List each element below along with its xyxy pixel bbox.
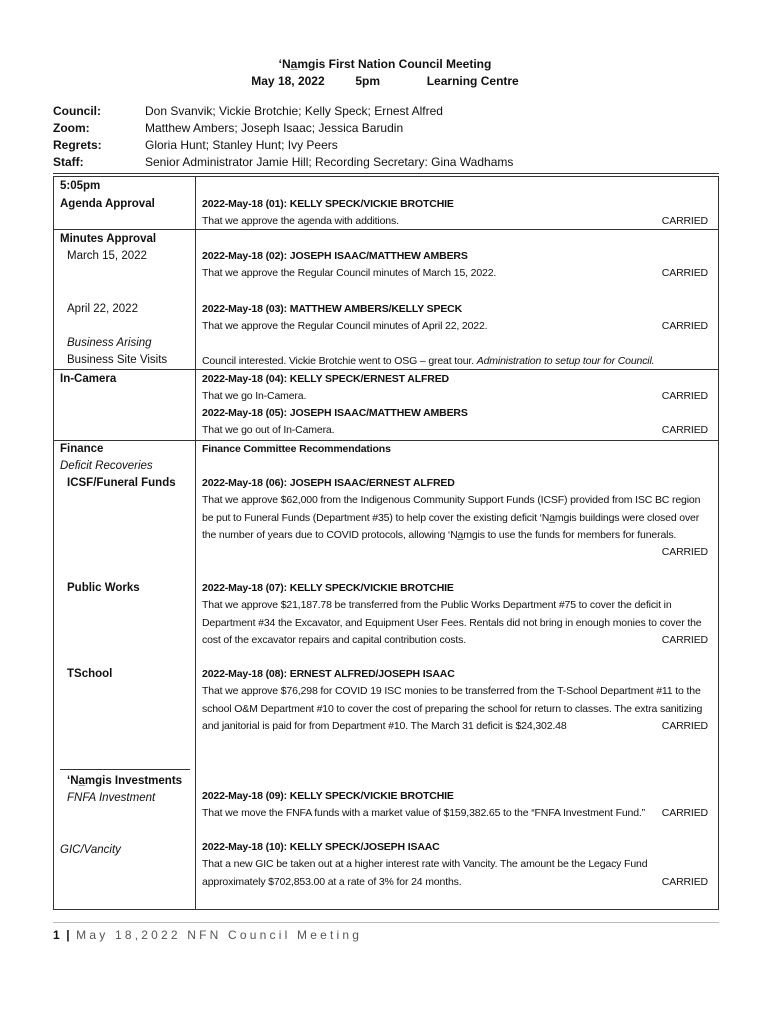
footer-text: May 18,2022 NFN Council Meeting <box>76 928 363 942</box>
motion-status: CARRIED <box>661 267 708 280</box>
motion-status: CARRIED <box>661 719 708 732</box>
deficit-label: Deficit Recoveries <box>60 460 153 472</box>
april-minutes-label: April 22, 2022 <box>67 303 138 315</box>
document-page: ‘Na̲mgis First Nation Council Meeting May 18, 2022 5pm Learning Centre Council: Don Svanvik; Vickie Brotchie; Kelly Speck; Ernest Alfred Zoom: Matthew Ambers; Joseph Isaac; Jessica Barudin Regrets: Gloria Hunt; Stanley Hunt; Ivy Peers Staff: Senior Administrator Jamie Hill; Recording Secretary: Gina Wadhams 5:05pm Agenda Approval Minutes Approval March 15, 2022 April 22, 2022 Business Arising Business Site Visits In-Camera Finance Deficit Recoveries ICSF/Funeral Funds Public Works TSchool ‘Na̲mgis Investments FNFA Investment GIC/Vancity 2022-May-18 (01): KELLY SPECK/VICKIE BROTCHIE That we approve the agenda with additions. CARRIED 2022-May-18 (02): JOSEPH ISAAC/MATTHEW AMBERS That we approve the Regular Council minutes of March 15, 2022. CARRIED 2022-May-18 (03): MATTHEW AMBERS/KELLY SPECK That we approve the Regular Council minutes of April 22, 2022. CARRIED Council interested. Vickie Brotchie went to OSG – great tour. Administration to setup tour for Council. 2022-May-18 (04): KELLY SPECK/ERNEST ALFRED That we go In-Camera. CARRIED 2022-May-18 (05): JOSEPH ISAAC/MATTHEW AMBERS That we go out of In-Camera. CARRIED Finance Committee Recommendations 2022-May-18 (06): JOSEPH ISAAC/ERNEST ALFRED That we approve $62,000 from the Indigenous Community Support Funds (ICSF) provided from ISC BC region be put to Funeral Funds (Department #35) to help cover the existing deficit ‘Na̲mgis buildings were closed over the number of years due to COVID protocols, allowing ‘Na̲mgis to use the funds for members for funerals. CARRIED 2022-May-18 (07): KELLY SPECK/VICKIE BROTCHIE That we approve $21,187.78 be transferred from the Public Works Department #75 to cover the deficit in Department #34 the Excavator, and Equipment User Fees. Rentals did not bring in enough monies to cover the cost of the excavator repairs and capital contribution costs. CARRIED 2022-May-18 (08): ERNEST ALFRED/JOSEPH ISAAC That we approve $76,298 for COVID 19 ISC monies to be transferred from the T-School Department #11 to the school O&M Department #10 to cover the cost of preparing the school for return to classes. The extra sanitizing and janitorial is paid for from Department #10. The March 31 deficit is $24,302.48 CARRIED 2022-May-18 (09): KELLY SPECK/VICKIE BROTCHIE That we move the FNFA funds with a market value of $159,382.65 to the “FNFA Investment Fund.” CARRIED 2022-May-18 (10): KELLY SPECK/JOSEPH ISAAC That a new GIC be taken out at a higher interest rate with Vancity. The amount be the Legacy Fund approximately $702,853.00 at a rate of 3% for 24 months. CARRIED 1 | May 18,2022 NFN Council Meeting <box>0 0 770 1024</box>
march-minutes-label: March 15, 2022 <box>67 250 147 262</box>
gic-label: GIC/Vancity <box>60 844 121 856</box>
meeting-title: ‘Na̲mgis First Nation Council Meeting <box>278 57 492 71</box>
motion-07: 2022-May-18 (07): KELLY SPECK/VICKIE BROTCHIE That we approve $21,187.78 be transferred from the Public Works Department #75 to cover the deficit in Department #34 the Excavator, and Equipment User Fees. Rentals did not bring in enough monies to cover the cost of the excavator repairs and capital contribution costs. CARRIED <box>202 580 708 649</box>
finance-label: Finance <box>60 443 104 455</box>
motion-status: CARRIED <box>661 633 708 646</box>
site-visits-label: Business Site Visits <box>67 354 168 366</box>
motion-09: 2022-May-18 (09): KELLY SPECK/VICKIE BROTCHIE That we move the FNFA funds with a market value of $159,382.65 to the “FNFA Investment Fund.” CARRIED <box>202 788 708 823</box>
investments-label: ‘Na̲mgis Investments <box>67 775 183 787</box>
motion-status: CARRIED <box>661 875 708 888</box>
footer-separator: | <box>66 928 70 942</box>
start-time: 5:05pm <box>60 180 101 192</box>
icsf-label: ICSF/Funeral Funds <box>67 477 176 489</box>
business-arising-label: Business Arising <box>67 337 152 349</box>
motion-status: CARRIED <box>661 215 708 228</box>
column-divider <box>195 176 196 910</box>
motion-03: 2022-May-18 (03): MATTHEW AMBERS/KELLY SPECK That we approve the Regular Council minutes of April 22, 2022. CARRIED <box>202 301 708 336</box>
motion-status: CARRIED <box>661 320 708 333</box>
header-rule <box>53 173 719 174</box>
motion-02: 2022-May-18 (02): JOSEPH ISAAC/MATTHEW AMBERS That we approve the Regular Council minutes of March 15, 2022. CARRIED <box>202 248 708 283</box>
motion-status: CARRIED <box>661 807 708 820</box>
fnfa-label: FNFA Investment <box>67 792 156 804</box>
section-divider <box>60 769 190 770</box>
motion-status: CARRIED <box>661 546 708 559</box>
page-footer <box>53 928 362 942</box>
motion-01: 2022-May-18 (01): KELLY SPECK/VICKIE BROTCHIE That we approve the agenda with additions. CARRIED <box>202 196 708 231</box>
motion-06: 2022-May-18 (06): JOSEPH ISAAC/ERNEST ALFRED That we approve $62,000 from the Indigenous Community Support Funds (ICSF) provided from ISC BC region be put to Funeral Funds (Department #35) to help cover the existing deficit ‘Na̲mgis buildings were closed over the number of years due to COVID protocols, allowing ‘Na̲mgis to use the funds for members for funerals. CARRIED <box>202 475 708 561</box>
page-number: 1 <box>53 928 60 942</box>
public-works-label: Public Works <box>67 582 140 594</box>
site-visit-note: Council interested. Vickie Brotchie went to OSG – great tour. Administration to setup tour for Council. <box>202 355 655 367</box>
meeting-subtitle <box>0 74 770 88</box>
motion-status: CARRIED <box>661 390 708 403</box>
meeting-time: 5pm <box>355 74 381 88</box>
minutes-label: Minutes Approval <box>60 233 157 245</box>
motion-status: CARRIED <box>661 424 708 437</box>
finance-heading: Finance Committee Recommendations <box>202 443 391 455</box>
motion-10: 2022-May-18 (10): KELLY SPECK/JOSEPH ISAAC That a new GIC be taken out at a higher interest rate with Vancity. The amount be the Legacy Fund approximately $702,853.00 at a rate of 3% for 24 months. CARRIED <box>202 839 708 891</box>
site-visit-action: Administration to setup tour for Council. <box>476 355 655 367</box>
footer-rule <box>53 922 719 923</box>
in-camera-label: In-Camera <box>60 373 117 385</box>
meeting-location: Learning Centre <box>426 74 519 88</box>
tschool-label: TSchool <box>67 668 113 680</box>
motion-05: 2022-May-18 (05): JOSEPH ISAAC/MATTHEW AMBERS That we go out of In-Camera. CARRIED <box>202 405 708 440</box>
motion-04: 2022-May-18 (04): KELLY SPECK/ERNEST ALFRED That we go In-Camera. CARRIED <box>202 371 708 406</box>
motion-08: 2022-May-18 (08): ERNEST ALFRED/JOSEPH ISAAC That we approve $76,298 for COVID 19 ISC monies to be transferred from the T-School Department #11 to the school O&M Department #10 to cover the cost of preparing the school for return to classes. The extra sanitizing and janitorial is paid for from Department #10. The March 31 deficit is $24,302.48 CARRIED <box>202 666 708 735</box>
meeting-date: May 18, 2022 <box>251 74 325 88</box>
agenda-label: Agenda Approval <box>60 198 155 210</box>
